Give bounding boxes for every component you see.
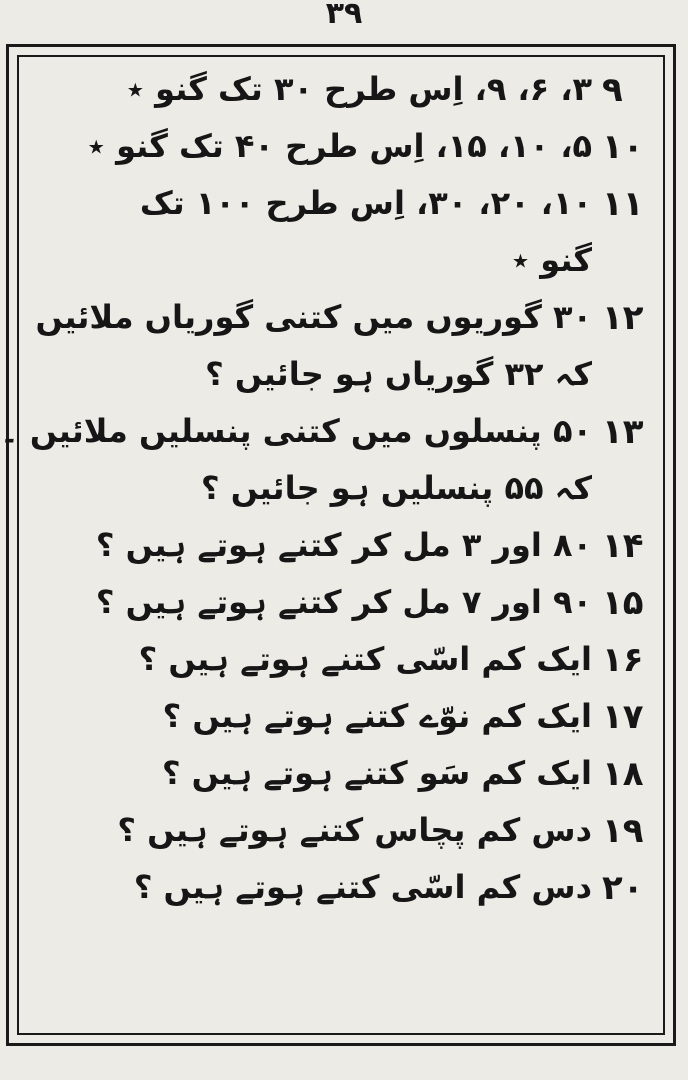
- exercise-text: ۸۰ اور ۳ مل کر کتنے ہوتے ہیں ؟: [95, 526, 592, 564]
- exercise-19: [22, 801, 662, 858]
- exercise-11: [22, 174, 662, 231]
- exercise-text: دس کم اسّی کتنے ہوتے ہیں ؟: [133, 868, 592, 906]
- exercise-text: ۹۰ اور ۷ مل کر کتنے ہوتے ہیں ؟: [95, 583, 592, 621]
- exercise-text: ۵۰ پنسلوں میں کتنی پنسلیں ملائیں ۔: [0, 412, 592, 450]
- exercise-number: ۱۶: [602, 640, 644, 680]
- exercise-number: ۱۹: [602, 811, 644, 851]
- exercise-text: ۳۰ گوریوں میں کتنی گوریاں ملائیں: [35, 298, 592, 336]
- exercise-list: [0, 60, 662, 915]
- exercise-text-continuation: کہ ۳۲ گوریاں ہو جائیں ؟: [205, 355, 592, 393]
- exercise-text-continuation: گنو ٭: [511, 241, 592, 279]
- exercise-number: ۱۰: [602, 127, 644, 167]
- exercise-number: ۱۲: [602, 298, 644, 338]
- exercise-13-continuation: [22, 459, 662, 516]
- exercise-text-continuation: کہ ۵۵ پنسلیں ہو جائیں ؟: [200, 469, 592, 507]
- exercise-number: ۱۱: [602, 184, 644, 224]
- page-number: ۳۹: [325, 0, 363, 31]
- exercise-text: ایک کم نوّے کتنے ہوتے ہیں ؟: [162, 697, 592, 735]
- exercise-number: ۱۷: [602, 697, 644, 737]
- exercise-10: [22, 117, 662, 174]
- exercise-9: [22, 60, 662, 117]
- exercise-11-continuation: [22, 231, 662, 288]
- exercise-15: [22, 573, 662, 630]
- exercise-12-continuation: [22, 345, 662, 402]
- exercise-number: ۱۵: [602, 583, 644, 623]
- exercise-text: ایک کم سَو کتنے ہوتے ہیں ؟: [161, 754, 592, 792]
- exercise-number: ۱۸: [602, 754, 644, 794]
- exercise-text: ۵، ۱۰، ۱۵، اِس طرح ۴۰ تک گنو ٭: [87, 127, 592, 165]
- exercise-14: [22, 516, 662, 573]
- exercise-text: ۳، ۶، ۹، اِس طرح ۳۰ تک گنو ٭: [126, 70, 592, 108]
- exercise-12: [22, 288, 662, 345]
- exercise-number: ۱۳: [602, 412, 644, 452]
- exercise-number: ۲۰: [602, 868, 644, 908]
- exercise-text: ۱۰، ۲۰، ۳۰، اِس طرح ۱۰۰ تک: [139, 184, 592, 222]
- exercise-number: ۹: [602, 70, 623, 110]
- exercise-13: [0, 402, 662, 459]
- exercise-18: [22, 744, 662, 801]
- exercise-16: [22, 630, 662, 687]
- exercise-text: دس کم پچاس کتنے ہوتے ہیں ؟: [117, 811, 592, 849]
- exercise-number: ۱۴: [602, 526, 644, 566]
- exercise-text: ایک کم اسّی کتنے ہوتے ہیں ؟: [138, 640, 592, 678]
- exercise-17: [22, 687, 662, 744]
- exercise-20: [22, 858, 662, 915]
